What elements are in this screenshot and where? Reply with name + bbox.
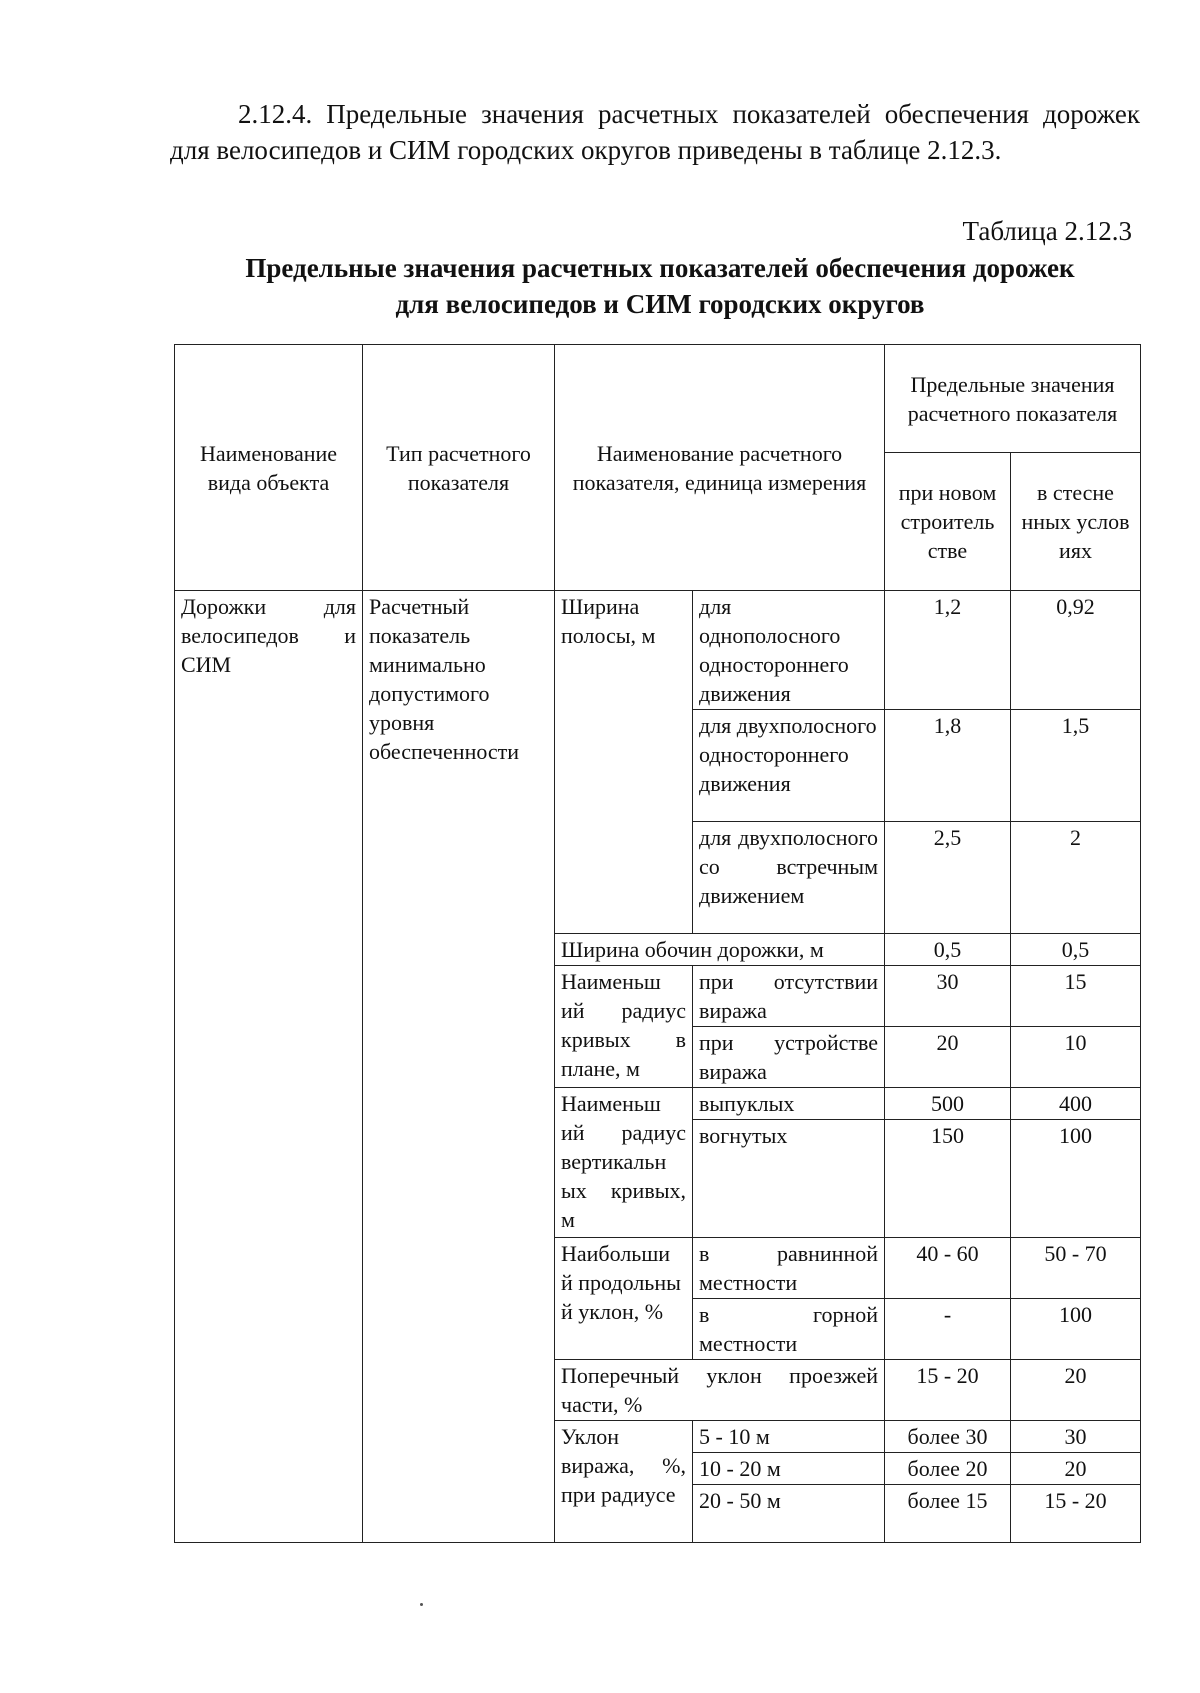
- table-row-sub: 5 - 10 м: [693, 1421, 885, 1453]
- value-new: более 30: [885, 1421, 1011, 1453]
- table-title: [220, 250, 1100, 322]
- value-cramped: 20: [1011, 1360, 1141, 1421]
- value-new: 2,5: [885, 822, 1011, 934]
- value-cramped: 50 - 70: [1011, 1238, 1141, 1299]
- value-new: более 15: [885, 1485, 1011, 1543]
- value-cramped: 0,5: [1011, 934, 1141, 966]
- value-new: 30: [885, 966, 1011, 1027]
- header-indicator-name: Наименование расчетного показателя, единица измерения: [555, 345, 885, 591]
- value-cramped: 15: [1011, 966, 1141, 1027]
- table-row-sub: для двухполосного одностороннего движения: [693, 710, 885, 822]
- value-cramped: 400: [1011, 1088, 1141, 1120]
- group-bank-slope: Уклон виража, %, при радиусе: [555, 1421, 693, 1543]
- table-row-sub: в горной местности: [693, 1299, 885, 1360]
- value-cramped: 1,5: [1011, 710, 1141, 822]
- object-name-cell: Дорожки для велосипедов и СИМ: [175, 591, 363, 1543]
- table-row-sub: для двухполосного со встречным движением: [693, 822, 885, 934]
- table-row-sub: 20 - 50 м: [693, 1485, 885, 1543]
- header-new-construction: при новом строитель стве: [885, 453, 1011, 591]
- value-new: 1,8: [885, 710, 1011, 822]
- header-indicator-type: Тип расчетного показателя: [363, 345, 555, 591]
- table-row-sub: вогнутых: [693, 1120, 885, 1238]
- value-cramped: 10: [1011, 1027, 1141, 1088]
- value-new: 1,2: [885, 591, 1011, 710]
- group-plan-radius: Наименьш ий радиус кривых в плане, м: [555, 966, 693, 1088]
- group-lane-width: Ширина полосы, м: [555, 591, 693, 934]
- value-cramped: 2: [1011, 822, 1141, 934]
- value-new: 40 - 60: [885, 1238, 1011, 1299]
- header-limit-values: Предельные значения расчетного показателя: [885, 345, 1141, 453]
- table-row-sub: при устройстве виража: [693, 1027, 885, 1088]
- value-cramped: 100: [1011, 1120, 1141, 1238]
- group-cross-slope: Поперечный уклон проезжей части, %: [555, 1360, 885, 1421]
- table-number: Таблица 2.12.3: [962, 216, 1132, 246]
- group-shoulder-width: Ширина обочин дорожки, м: [555, 934, 885, 966]
- value-new: -: [885, 1299, 1011, 1360]
- intro-paragraph: 2.12.4. Предельные значения расчетных показателей обеспечения дорожек для велосипедов и СИМ городских округов приведены в таблице 2.12.3.: [170, 99, 1140, 165]
- table-row-sub: в равнинной местности: [693, 1238, 885, 1299]
- value-new: 15 - 20: [885, 1360, 1011, 1421]
- table-row-sub: выпуклых: [693, 1088, 885, 1120]
- table-row-sub: 10 - 20 м: [693, 1453, 885, 1485]
- value-cramped: 0,92: [1011, 591, 1141, 710]
- value-new: 0,5: [885, 934, 1011, 966]
- group-vertical-radius: Наименьш ий радиус вертикальн ых кривых, м: [555, 1088, 693, 1238]
- table-title-line1: Предельные значения расчетных показателей обеспечения дорожек: [245, 253, 1075, 283]
- value-cramped: 30: [1011, 1421, 1141, 1453]
- value-new: 150: [885, 1120, 1011, 1238]
- value-new: более 20: [885, 1453, 1011, 1485]
- scan-speck: [420, 1603, 423, 1606]
- limits-table: [174, 344, 1141, 1543]
- table-row-sub: для однополосного одностороннего движения: [693, 591, 885, 710]
- group-max-slope: Наибольши й продольны й уклон, %: [555, 1238, 693, 1360]
- header-object-name: Наименование вида объекта: [175, 345, 363, 591]
- value-cramped: 15 - 20: [1011, 1485, 1141, 1543]
- value-new: 20: [885, 1027, 1011, 1088]
- value-new: 500: [885, 1088, 1011, 1120]
- indicator-type-cell: Расчетный показатель минимально допустимого уровня обеспеченности: [363, 591, 555, 1543]
- value-cramped: 100: [1011, 1299, 1141, 1360]
- value-cramped: 20: [1011, 1453, 1141, 1485]
- table-row-sub: при отсутствии виража: [693, 966, 885, 1027]
- table-title-line2: для велосипедов и СИМ городских округов: [395, 289, 925, 319]
- header-cramped-conditions: в стесне нных услов иях: [1011, 453, 1141, 591]
